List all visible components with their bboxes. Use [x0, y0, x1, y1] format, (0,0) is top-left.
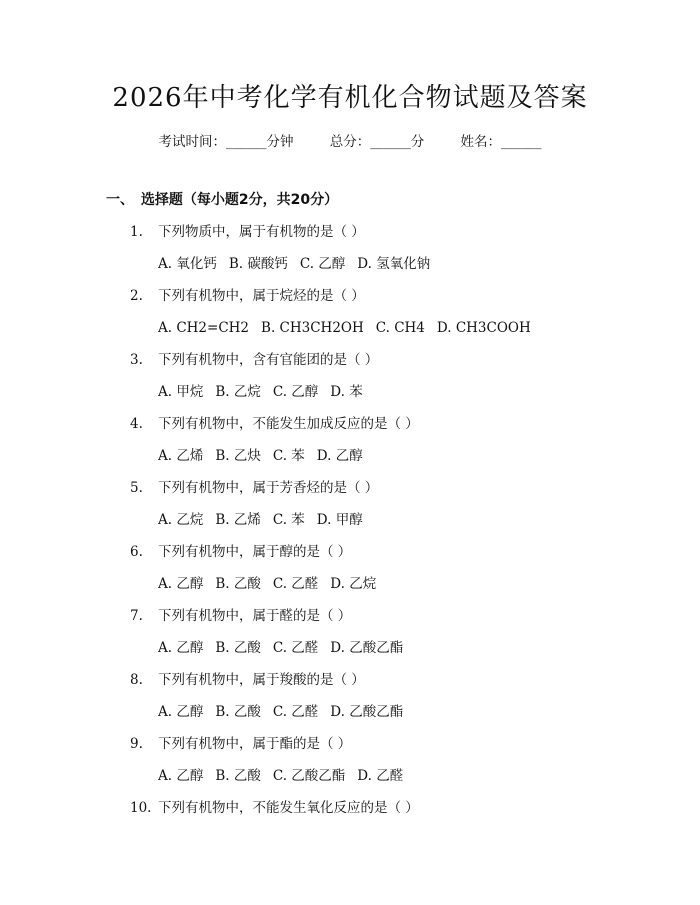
option-b: B. 乙酸 — [215, 768, 261, 784]
option-c: C. 乙酸乙酯 — [272, 768, 346, 784]
question-item — [130, 734, 351, 754]
question-number: 9. — [130, 736, 143, 752]
question-options — [158, 382, 375, 402]
question-number: 8. — [130, 672, 143, 688]
page-title: 2026年中考化学有机化合物试题及答案 — [112, 83, 588, 113]
question-options — [158, 254, 442, 274]
question-number: 1. — [130, 224, 143, 240]
option-a: A. 乙烯 — [158, 448, 204, 464]
question-options — [158, 766, 415, 786]
option-a: A. 乙醇 — [158, 640, 204, 656]
option-b: B. 乙炔 — [215, 448, 261, 464]
question-text: 下列有机物中，属于醇的是（ ） — [158, 544, 352, 560]
option-c: C. 苯 — [272, 512, 305, 528]
option-a: A. 甲烷 — [158, 384, 204, 400]
question-text: 下列有机物中，属于芳香烃的是（ ） — [158, 480, 379, 496]
exam-meta — [0, 132, 700, 152]
question-options — [158, 702, 415, 722]
option-d: D. 乙烷 — [330, 576, 377, 592]
option-d: D. 氢氧化钠 — [357, 256, 431, 272]
option-b: B. 乙烯 — [215, 512, 261, 528]
question-text: 下列有机物中，含有官能团的是（ ） — [158, 352, 379, 368]
option-c: C. 乙醛 — [272, 704, 319, 720]
section-number: 一、 — [106, 192, 134, 208]
question-text: 下列有机物中，不能发生加成反应的是（ ） — [158, 416, 419, 432]
option-a: A. CH2=CH2 — [158, 320, 250, 336]
option-c: C. 乙醛 — [272, 576, 319, 592]
question-text: 下列有机物中，属于醛的是（ ） — [158, 608, 352, 624]
option-c: C. 乙醛 — [272, 640, 319, 656]
question-number: 6. — [130, 544, 143, 560]
option-a: A. 乙醇 — [158, 704, 204, 720]
option-d: D. 乙醇 — [316, 448, 363, 464]
question-item — [130, 606, 351, 626]
question-item — [130, 542, 351, 562]
total-score-field: 总分：______分 — [329, 134, 425, 150]
question-item — [130, 286, 365, 306]
option-b: B. 碳酸钙 — [228, 256, 288, 272]
question-number: 7. — [130, 608, 143, 624]
question-item — [130, 222, 365, 242]
question-options — [158, 574, 388, 594]
option-d: D. 乙酸乙酯 — [330, 704, 404, 720]
question-options — [158, 318, 543, 338]
question-options — [158, 638, 415, 658]
question-options — [158, 510, 375, 530]
option-b: B. 乙酸 — [215, 640, 261, 656]
question-item — [130, 350, 378, 370]
option-a: A. 乙醇 — [158, 768, 204, 784]
question-text: 下列有机物中，不能发生氧化反应的是（ ） — [158, 800, 419, 816]
question-number: 5. — [130, 480, 143, 496]
question-text: 下列物质中，属于有机物的是（ ） — [158, 224, 365, 240]
question-item — [130, 670, 365, 690]
option-b: B. 乙酸 — [215, 576, 261, 592]
section-heading — [106, 190, 338, 210]
question-item — [130, 798, 419, 818]
exam-time-field: 考试时间：______分钟 — [158, 134, 294, 150]
question-text: 下列有机物中，属于烷烃的是（ ） — [158, 288, 365, 304]
option-d: D. 苯 — [330, 384, 363, 400]
option-d: D. CH3COOH — [436, 320, 531, 336]
option-b: B. 乙酸 — [215, 704, 261, 720]
option-c: C. CH4 — [375, 320, 425, 336]
option-b: B. 乙烷 — [215, 384, 261, 400]
question-text: 下列有机物中，属于羧酸的是（ ） — [158, 672, 365, 688]
option-d: D. 甲醇 — [316, 512, 363, 528]
option-a: A. 乙醇 — [158, 576, 204, 592]
question-item — [130, 478, 378, 498]
option-d: D. 乙醛 — [357, 768, 404, 784]
option-c: C. 苯 — [272, 448, 305, 464]
option-a: A. 乙烷 — [158, 512, 204, 528]
question-item — [130, 414, 419, 434]
question-text: 下列有机物中，属于酯的是（ ） — [158, 736, 352, 752]
question-number: 2. — [130, 288, 143, 304]
option-b: B. CH3CH2OH — [261, 320, 364, 336]
option-c: C. 乙醇 — [272, 384, 319, 400]
question-number: 4. — [130, 416, 143, 432]
option-d: D. 乙酸乙酯 — [330, 640, 404, 656]
question-number: 3. — [130, 352, 143, 368]
student-name-field: 姓名：______ — [460, 134, 542, 150]
option-a: A. 氧化钙 — [158, 256, 217, 272]
question-options — [158, 446, 375, 466]
question-number: 10. — [130, 800, 152, 816]
option-c: C. 乙醇 — [299, 256, 346, 272]
section-title: 选择题（每小题2分，共20分） — [140, 192, 339, 208]
